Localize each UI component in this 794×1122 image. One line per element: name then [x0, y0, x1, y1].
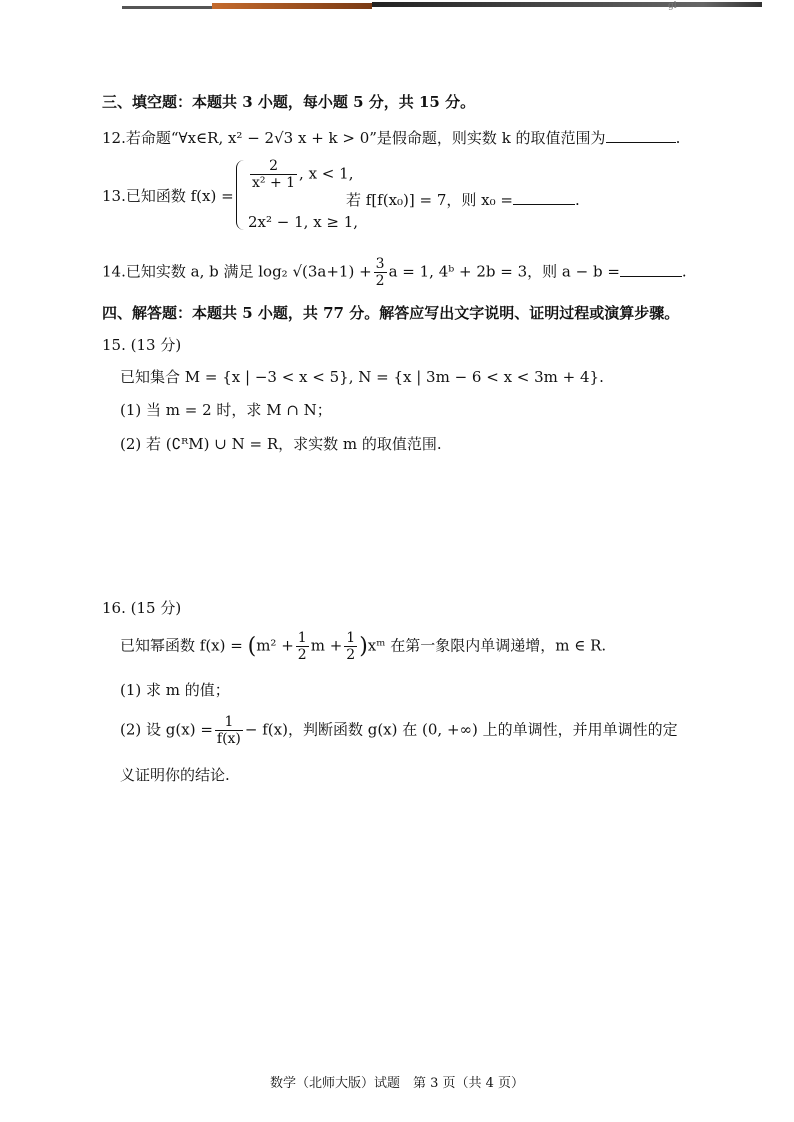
q15-part2: (2) 若 (∁ᴿM) ∪ N = R，求实数 m 的取值范围.	[120, 435, 442, 453]
q16-part2-a: (2) 设 g(x) =	[120, 720, 213, 739]
piecewise-brace	[236, 160, 246, 230]
q16-fraction-1	[296, 630, 309, 663]
q16-frac1-num: 1	[297, 630, 307, 646]
q13-end: .	[574, 191, 580, 209]
q16-part2-den: f(x)	[216, 731, 241, 747]
q16-part2-continued: 义证明你的结论.	[120, 766, 230, 784]
left-paren: (	[247, 634, 257, 659]
q14-number: 14.	[102, 262, 126, 281]
q13-case1-fraction	[250, 158, 297, 191]
q12-text: 若命题“∀x∈R, x² − 2√3 x + k > 0”是假命题，则实数 k 的取值范围为	[125, 129, 606, 147]
q15-stem: 已知集合 M = {x | −3 < x < 5}, N = {x | 3m − 6 < x < 3m + 4}.	[120, 368, 604, 386]
right-paren: )	[359, 634, 368, 659]
q16-frac1-den: 2	[297, 647, 307, 663]
q16-part2-num: 1	[215, 714, 243, 731]
q14-answer-blank[interactable]	[620, 262, 682, 277]
q14-text-a: 已知实数 a, b 满足 log₂ √(3a+1) +	[125, 262, 372, 281]
q13-case1-numerator: 2	[250, 158, 297, 175]
q16-part2-fraction	[215, 714, 243, 747]
q14-frac-den: 2	[375, 273, 385, 289]
q13-case1-denominator: x² + 1	[252, 175, 296, 191]
q13-condition: 若 f[f(x₀)] = 7，则 x₀ =	[346, 191, 513, 209]
q14-frac-num: 3	[375, 256, 385, 272]
q13-case1	[248, 158, 353, 191]
q16-stem-a: 已知幂函数 f(x) =	[120, 636, 243, 655]
question-12	[102, 128, 680, 148]
q16-part2-b: − f(x)，判断函数 g(x) 在 (0, +∞) 上的单调性，并用单调性的定	[244, 720, 678, 739]
q12-answer-blank[interactable]	[606, 128, 676, 143]
q16-fraction-2	[344, 630, 357, 663]
q13-case1-condition: , x < 1,	[299, 164, 354, 183]
page-footer: 数学（北师大版）试题 第 3 页（共 4 页）	[269, 1076, 525, 1091]
q13-answer-blank[interactable]	[513, 190, 575, 205]
q13-number-prefix	[102, 186, 234, 206]
q16-m: m +	[310, 636, 343, 655]
q16-part2	[120, 714, 678, 747]
scan-top-edge	[122, 2, 762, 10]
q13-number: 13.	[102, 187, 126, 205]
q16-number: 16. (15 分)	[102, 599, 182, 617]
section3-title: 三、填空题：本题共 3 小题，每小题 5 分，共 15 分。	[102, 93, 476, 111]
q13-prefix: 已知函数 f(x) =	[125, 187, 234, 205]
q12-number: 12.	[102, 129, 126, 147]
q15-number: 15. (13 分)	[102, 336, 182, 354]
q12-end: .	[675, 129, 681, 147]
q13-case2: 2x² − 1, x ≥ 1,	[248, 213, 359, 231]
q14-fraction	[374, 256, 387, 289]
section4-title: 四、解答题：本题共 5 小题，共 77 分。解答应写出文字说明、证明过程或演算步骤。	[102, 304, 680, 322]
q16-frac2-den: 2	[346, 647, 356, 663]
q15-part1: (1) 当 m = 2 时，求 M ∩ N；	[120, 401, 332, 419]
q16-stem-b: xᵐ 在第一象限内单调递增，m ∈ R.	[367, 636, 607, 655]
q13-condition-line	[346, 190, 580, 210]
question-14	[102, 256, 687, 289]
q16-m2: m² +	[256, 636, 294, 655]
q16-stem	[120, 630, 606, 663]
q14-text-b: a = 1, 4ᵇ + 2b = 3，则 a − b =	[388, 262, 620, 281]
q14-end: .	[681, 262, 687, 281]
header-mark: gl	[668, 1, 677, 11]
q16-part1: (1) 求 m 的值；	[120, 681, 230, 699]
q16-frac2-num: 1	[346, 630, 356, 646]
